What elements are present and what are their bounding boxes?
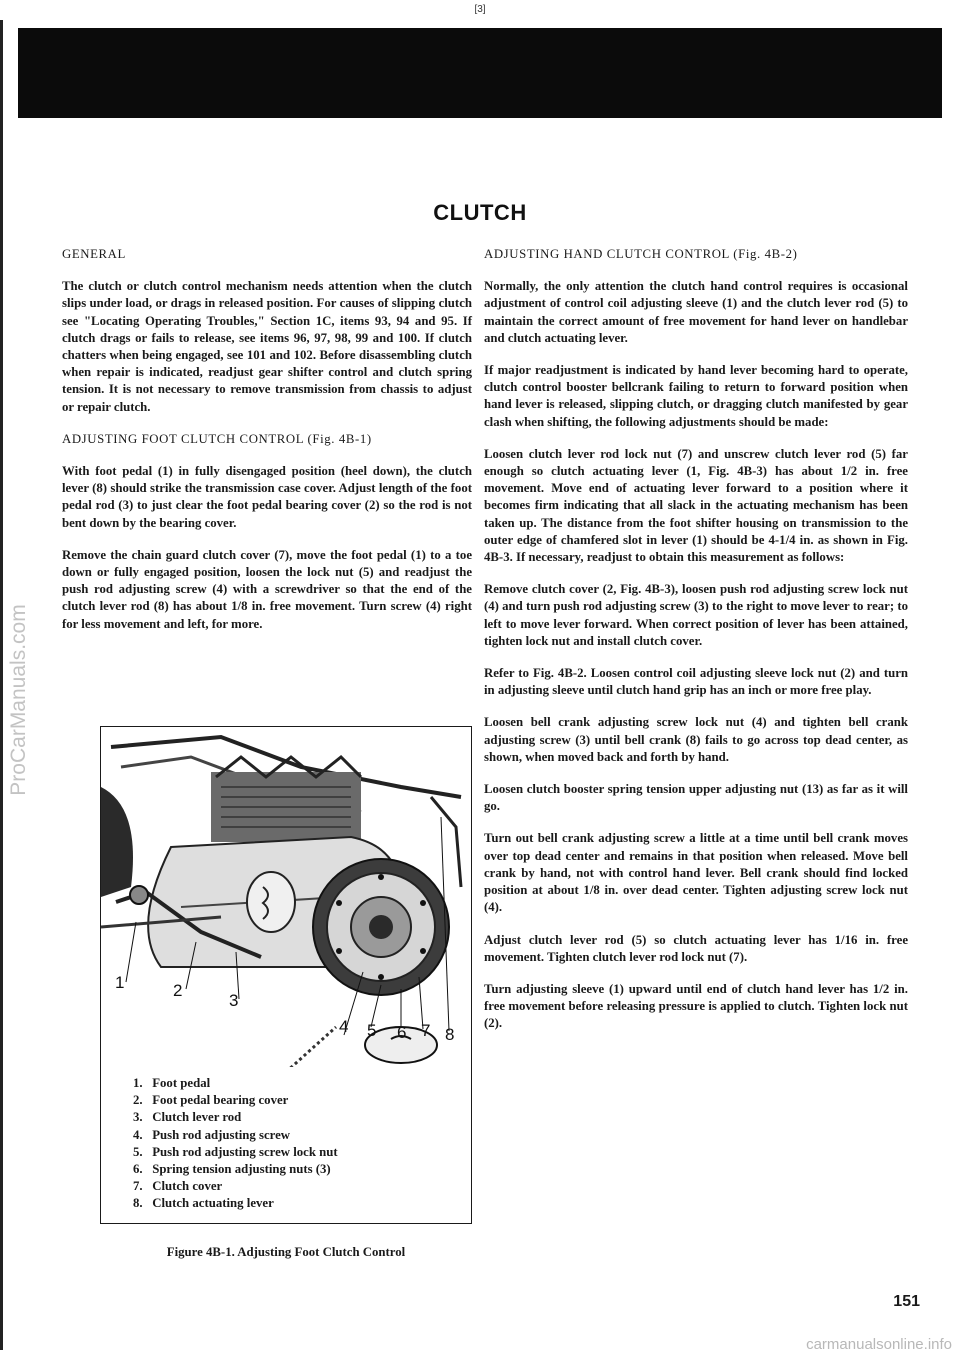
paragraph-foot-2: Remove the chain guard clutch cover (7), move the foot pedal (1) to a toe down or fully engaged position, loosen the lock nut (5) and readjust the push rod adjusting screw (4) with a screwdriver so that the end of the clutch lever rod (8) has about 1/8 in. free movement. Turn screw (4) right for less movement and left, for more. [62,547,472,631]
paragraph-hand-3: Loosen clutch lever rod lock nut (7) and unscrew clutch lever rod (5) far enough so clutch actuating lever (1, Fig. 4B-3) has about 1/2 in. free movement. Move end of actuating lever forward to a position where it becomes firm indicating that all slack in the actuating mechanism has been taken up. The distance from the foot shifter housing on transmission to the outer edge of chamfered slot in lever (1) should be 4-1/4 in. as shown in Fig. 4B-3. If necessary, readjust to obtain this measurement as follows: [484,446,908,565]
legend-item: 1. Foot pedal [133,1076,211,1090]
callout-4: 4 [339,1017,349,1036]
heading-hand-clutch: ADJUSTING HAND CLUTCH CONTROL (Fig. 4B-2) [484,247,798,261]
clutch-illustration [101,727,471,1067]
callout-3: 3 [229,991,239,1010]
page-title: CLUTCH [433,200,527,225]
heading-foot-clutch: ADJUSTING FOOT CLUTCH CONTROL (Fig. 4B-1) [62,431,372,446]
figure-4b-1 [100,726,472,1224]
paragraph-hand-5: Refer to Fig. 4B-2. Loosen control coil adjusting sleeve lock nut (2) and turn in adjusting sleeve until clutch hand grip has an inch or more free play. [484,666,908,698]
bottom-watermark: carmanualsonline.info [806,1336,952,1353]
legend-item: 8. Clutch actuating lever [133,1196,274,1211]
figure-caption: Figure 4B-1. Adjusting Foot Clutch Control [166,1245,406,1259]
callout-2: 2 [173,981,183,1000]
legend-item: 2. Foot pedal bearing cover [133,1093,289,1108]
figure-legend [133,1075,453,1213]
callout-8: 8 [445,1025,455,1044]
legend-item: 4. Push rod adjusting screw [133,1127,291,1142]
paragraph-general: The clutch or clutch control mechanism needs attention when the clutch slips under load, or drags in released position. For causes of slipping clutch see "Locating Operating Troubles," Section 1C, items 93, 94 and 95. If clutch drags or fails to release, see items 96, 97, 98, 99 and 100. If clutch chatters when being engaged, see 101 and 102. Before disassembling clutch when repair is indicated, readjust gear shifter control and clutch spring tension. It is not necessary to remove transmission from chassis to adjust or repair clutch. [62,279,472,414]
heading-general: GENERAL [62,247,126,261]
left-column [62,238,472,648]
legend-item: 3. Clutch lever rod [133,1110,242,1125]
page-number: 151 [893,1293,920,1310]
callout-1: 1 [115,973,125,992]
paragraph-hand-7: Loosen clutch booster spring tension upper adjusting nut (13) as far as it will go. [484,782,908,814]
paragraph-hand-2: If major readjustment is indicated by hand lever becoming hard to operate, clutch control booster bellcrank failing to return to forward position when hand lever is released, slipping clutch, or dragging clutch manifested by gear clash when shifting, the following adjustments should be made: [484,363,908,429]
paragraph-foot-1: With foot pedal (1) in fully disengaged position (heel down), the clutch lever (8) should strike the transmission case cover. Adjust length of the foot pedal rod (3) to just clear the foot pedal bearing cover (2) so the rod is not bent down by the bearing cover. [62,464,472,530]
callout-7: 7 [421,1021,431,1040]
callout-5: 5 [367,1021,377,1040]
callout-6: 6 [397,1023,407,1042]
legend-item: 6. Spring tension adjusting nuts (3) [133,1162,331,1177]
page-reference: [3] [474,4,486,15]
right-column [484,238,908,1048]
paragraph-hand-9: Adjust clutch lever rod (5) so clutch actuating lever has 1/16 in. free movement. Tighten clutch lever rod lock nut (7). [484,932,908,964]
legend-item: 7. Clutch cover [133,1179,223,1194]
paragraph-hand-8: Turn out bell crank adjusting screw a little at a time until bell crank moves over top dead center and remains in that position when released. Move bell crank by hand, not with control hand lever. Bell crank should find locked position at about 1/8 in. over dead center. Tighten adjusting screw lock nut (4). [484,831,908,915]
paragraph-hand-6: Loosen bell crank adjusting screw lock nut (4) and tighten bell crank adjusting screw (3) until bell crank (8) fails to go across top dead center, as shown, when moved back and forth by hand. [484,715,908,764]
header-band [18,28,942,118]
paragraph-hand-4: Remove clutch cover (2, Fig. 4B-3), loosen push rod adjusting screw lock nut (4) and turn push rod adjusting screw (3) to the right to move lever to rear; to left to move lever forward. When correct position of lever has been attained, tighten lock nut and install clutch cover. [484,582,908,648]
legend-item: 5. Push rod adjusting screw lock nut [133,1144,338,1159]
side-watermark-text: ProCarManuals.com [7,604,30,796]
side-watermark [4,560,34,840]
paragraph-hand-1: Normally, the only attention the clutch hand control requires is occasional adjustment of control coil adjusting sleeve (1) and the clutch lever rod (5) to maintain the correct amount of free movement for hand lever on handlebar and clutch actuating lever. [484,279,908,345]
paragraph-hand-10: Turn adjusting sleeve (1) upward until end of clutch hand lever has 1/2 in. free movement before releasing pressure is applied to clutch. Tighten lock nut (2). [484,981,908,1031]
